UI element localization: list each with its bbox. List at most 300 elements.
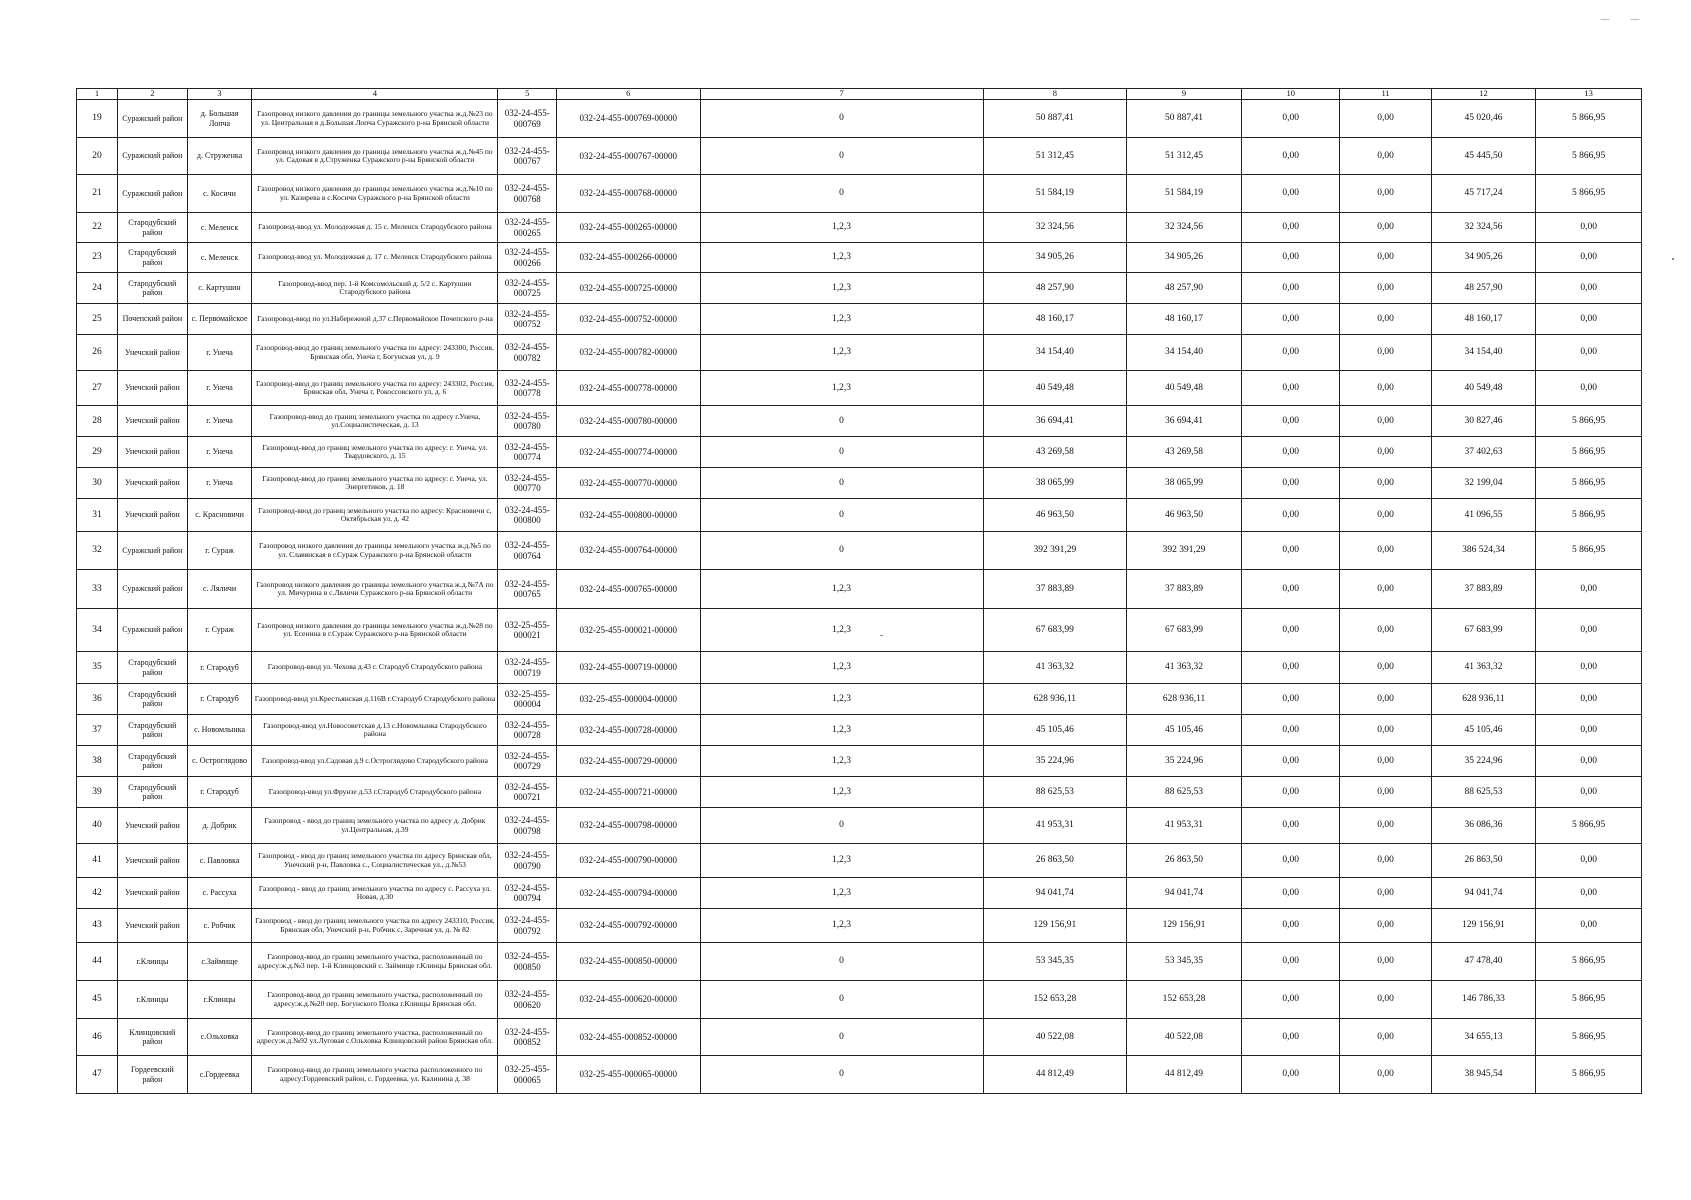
col-12-cell: 37 883,89 [1431, 570, 1536, 609]
col-11-cell: 0,00 [1340, 808, 1431, 844]
locality-cell: г. Стародуб [187, 684, 252, 715]
table-row [77, 437, 1642, 468]
table-row [77, 777, 1642, 808]
col-7-cell: 0 [700, 981, 983, 1019]
table-row [77, 1056, 1642, 1094]
col-10-cell: 0,00 [1241, 406, 1339, 437]
col-12-cell: 45 020,46 [1431, 100, 1536, 138]
col-9-cell: 48 257,90 [1127, 273, 1242, 304]
col-12-cell: 146 786,33 [1431, 981, 1536, 1019]
col-10-cell: 0,00 [1241, 943, 1339, 981]
col-9-cell: 67 683,99 [1127, 609, 1242, 652]
description-cell: Газопровод-ввод до границ земельного участка по адресу г.Унеча, ул.Социалистическая, д. 13 [252, 406, 498, 437]
row-number: 45 [77, 981, 118, 1019]
col-7-cell: 1,2,3 [700, 570, 983, 609]
col-11-cell: 0,00 [1340, 273, 1431, 304]
locality-cell: с. Павловка [187, 844, 252, 878]
object-full-code: 032-25-455-000004-00000 [556, 684, 700, 715]
table-row [77, 878, 1642, 909]
col-7-cell: 0 [700, 406, 983, 437]
col-7-cell: 0 [700, 499, 983, 532]
col-7-cell: 0 [700, 138, 983, 175]
col-8-cell: 51 584,19 [983, 175, 1127, 213]
col-12-cell: 37 402,63 [1431, 437, 1536, 468]
district-cell: г.Клинцы [118, 981, 188, 1019]
description-cell: Газопровод - ввод до границ земельного участка по адресу с. Рассуха ул. Новая, д.30 [252, 878, 498, 909]
object-full-code: 032-24-455-000782-00000 [556, 335, 700, 371]
col-11-cell: 0,00 [1340, 1019, 1431, 1056]
district-cell: Стародубский район [118, 273, 188, 304]
col-10-cell: 0,00 [1241, 100, 1339, 138]
locality-cell: с. Ляличи [187, 570, 252, 609]
col-12-cell: 36 086,36 [1431, 808, 1536, 844]
table-row [77, 1019, 1642, 1056]
description-cell: Газопровод низкого давления до границы земельного участка ж.д.№7А по ул. Мичурина в с.Ляличи Суражского р-на Брянской области [252, 570, 498, 609]
row-number: 23 [77, 243, 118, 273]
object-short-code: 032-24-455-000764 [498, 532, 556, 570]
col-7-cell: 1,2,3 [700, 213, 983, 243]
description-cell: Газопровод низкого давления до границы земельного участка ж.д.№5 по ул. Славянская в г.Сураж Суражского р-на Брянской области [252, 532, 498, 570]
object-short-code: 032-24-455-000790 [498, 844, 556, 878]
locality-cell: с. Робчик [187, 909, 252, 943]
col-8-cell: 53 345,35 [983, 943, 1127, 981]
col-13-cell: 5 866,95 [1536, 943, 1642, 981]
table-row [77, 684, 1642, 715]
description-cell: Газопровод - ввод до границ земельного участка по адресу 243310, Россия, Брянская обл, Унечский р-н, Робчик с, Заречная ул, д. № 82 [252, 909, 498, 943]
object-short-code: 032-24-455-000770 [498, 468, 556, 499]
description-cell: Газопровод-ввод ул. Молодежная д. 15 с. Меленск Стародубского района [252, 213, 498, 243]
col-10-cell: 0,00 [1241, 468, 1339, 499]
description-cell: Газопровод-ввод ул. Молодежная д. 17 с. Меленск Стародубского района [252, 243, 498, 273]
col-7-cell: 1,2,3 [700, 746, 983, 777]
col-8-cell: 35 224,96 [983, 746, 1127, 777]
col-11-cell: 0,00 [1340, 437, 1431, 468]
col-7-cell: 1,2,3 [700, 273, 983, 304]
col-8-cell: 129 156,91 [983, 909, 1127, 943]
row-number: 19 [77, 100, 118, 138]
row-number: 35 [77, 652, 118, 684]
col-13-cell: 0,00 [1536, 777, 1642, 808]
row-number: 21 [77, 175, 118, 213]
col-12-cell: 32 324,56 [1431, 213, 1536, 243]
row-number: 33 [77, 570, 118, 609]
column-header-11: 11 [1340, 89, 1431, 100]
description-cell: Газопровод-ввод ул.Садовая д.9 с.Остроглядово Стародубского района [252, 746, 498, 777]
column-header-13: 13 [1536, 89, 1642, 100]
description-cell: Газопровод-ввод до границ земельного участка по адресу: 243302, Россия, Брянская обл, Унеча г, Рокоссовского ул, д. 6 [252, 371, 498, 406]
col-8-cell: 50 887,41 [983, 100, 1127, 138]
col-7-cell: 0 [700, 175, 983, 213]
object-full-code: 032-24-455-000790-00000 [556, 844, 700, 878]
table-row [77, 570, 1642, 609]
col-11-cell: 0,00 [1340, 1056, 1431, 1094]
col-8-cell: 34 154,40 [983, 335, 1127, 371]
col-9-cell: 94 041,74 [1127, 878, 1242, 909]
table-row [77, 943, 1642, 981]
row-number: 24 [77, 273, 118, 304]
locality-cell: с. Красновичи [187, 499, 252, 532]
col-7-cell: 0 [700, 943, 983, 981]
row-number: 28 [77, 406, 118, 437]
col-13-cell: 5 866,95 [1536, 468, 1642, 499]
col-10-cell: 0,00 [1241, 1056, 1339, 1094]
col-13-cell: 0,00 [1536, 273, 1642, 304]
object-full-code: 032-24-455-000774-00000 [556, 437, 700, 468]
object-short-code: 032-24-455-000792 [498, 909, 556, 943]
row-number: 36 [77, 684, 118, 715]
object-full-code: 032-24-455-000765-00000 [556, 570, 700, 609]
locality-cell: с. Меленск [187, 243, 252, 273]
row-number: 41 [77, 844, 118, 878]
table-row [77, 175, 1642, 213]
col-8-cell: 48 160,17 [983, 304, 1127, 335]
col-13-cell: 0,00 [1536, 844, 1642, 878]
object-full-code: 032-24-455-000764-00000 [556, 532, 700, 570]
col-13-cell: 0,00 [1536, 304, 1642, 335]
district-cell: Гордеевский район [118, 1056, 188, 1094]
col-9-cell: 152 653,28 [1127, 981, 1242, 1019]
col-13-cell: 5 866,95 [1536, 406, 1642, 437]
object-full-code: 032-24-455-000850-00000 [556, 943, 700, 981]
col-9-cell: 628 936,11 [1127, 684, 1242, 715]
col-11-cell: 0,00 [1340, 532, 1431, 570]
object-short-code: 032-24-455-000266 [498, 243, 556, 273]
row-number: 27 [77, 371, 118, 406]
row-number: 22 [77, 213, 118, 243]
col-13-cell: 5 866,95 [1536, 1019, 1642, 1056]
object-short-code: 032-25-455-000021 [498, 609, 556, 652]
locality-cell: г. Унеча [187, 406, 252, 437]
col-8-cell: 152 653,28 [983, 981, 1127, 1019]
description-cell: Газопровод-ввод по ул.Набережной д.37 с.Первомайское Почепского р-на [252, 304, 498, 335]
document-sheet [76, 88, 1642, 1094]
description-cell: Газопровод-ввод до границ земельного участка, расположенный по адресу:ж.д.№20 пер. Богунского Полка г.Клинцы Брянская обл. [252, 981, 498, 1019]
locality-cell: с. Косичи [187, 175, 252, 213]
object-short-code: 032-24-455-000800 [498, 499, 556, 532]
col-13-cell: 5 866,95 [1536, 138, 1642, 175]
col-12-cell: 45 717,24 [1431, 175, 1536, 213]
locality-cell: г.Клинцы [187, 981, 252, 1019]
column-header-4: 4 [252, 89, 498, 100]
col-13-cell: 0,00 [1536, 684, 1642, 715]
col-7-cell: 0 [700, 808, 983, 844]
district-cell: Суражский район [118, 570, 188, 609]
description-cell: Газопровод-ввод до границ земельного участка расположенного по адресу:Гордеевский район, с. Гордеевка, ул. Калинина д. 38 [252, 1056, 498, 1094]
col-8-cell: 32 324,56 [983, 213, 1127, 243]
object-full-code: 032-24-455-000778-00000 [556, 371, 700, 406]
col-8-cell: 392 391,29 [983, 532, 1127, 570]
scan-mark: — [1630, 14, 1640, 25]
col-10-cell: 0,00 [1241, 715, 1339, 746]
col-11-cell: 0,00 [1340, 468, 1431, 499]
col-11-cell: 0,00 [1340, 213, 1431, 243]
table-row [77, 243, 1642, 273]
col-10-cell: 0,00 [1241, 371, 1339, 406]
district-cell: Клинцовский район [118, 1019, 188, 1056]
col-11-cell: 0,00 [1340, 715, 1431, 746]
column-header-12: 12 [1431, 89, 1536, 100]
col-10-cell: 0,00 [1241, 304, 1339, 335]
col-7-cell: 1,2,3 [700, 909, 983, 943]
col-7-cell: 0 [700, 468, 983, 499]
col-10-cell: 0,00 [1241, 981, 1339, 1019]
table-row [77, 499, 1642, 532]
col-7-cell: 1,2,3 [700, 878, 983, 909]
col-11-cell: 0,00 [1340, 175, 1431, 213]
col-12-cell: 45 445,50 [1431, 138, 1536, 175]
table-row [77, 213, 1642, 243]
district-cell: Унечский район [118, 468, 188, 499]
col-13-cell: 0,00 [1536, 243, 1642, 273]
district-cell: Унечский район [118, 844, 188, 878]
col-7-cell: 1,2,3 [700, 243, 983, 273]
object-full-code: 032-24-455-000719-00000 [556, 652, 700, 684]
column-header-7: 7 [700, 89, 983, 100]
object-full-code: 032-24-455-000798-00000 [556, 808, 700, 844]
col-13-cell: 5 866,95 [1536, 100, 1642, 138]
col-11-cell: 0,00 [1340, 844, 1431, 878]
col-12-cell: 88 625,53 [1431, 777, 1536, 808]
col-12-cell: 34 905,26 [1431, 243, 1536, 273]
district-cell: Суражский район [118, 532, 188, 570]
description-cell: Газопровод-ввод до границ земельного участка по адресу: г. Унеча, ул. Твардовского, д. 15 [252, 437, 498, 468]
col-11-cell: 0,00 [1340, 684, 1431, 715]
col-13-cell: 0,00 [1536, 371, 1642, 406]
table-row [77, 371, 1642, 406]
object-short-code: 032-24-455-000850 [498, 943, 556, 981]
col-8-cell: 41 953,31 [983, 808, 1127, 844]
column-header-5: 5 [498, 89, 556, 100]
table-row [77, 138, 1642, 175]
col-13-cell: 0,00 [1536, 609, 1642, 652]
col-13-cell: 0,00 [1536, 652, 1642, 684]
col-13-cell: 5 866,95 [1536, 437, 1642, 468]
col-13-cell: 5 866,95 [1536, 981, 1642, 1019]
row-number: 38 [77, 746, 118, 777]
object-full-code: 032-24-455-000800-00000 [556, 499, 700, 532]
col-11-cell: 0,00 [1340, 746, 1431, 777]
col-11-cell: 0,00 [1340, 406, 1431, 437]
col-7-cell: 1,2,3 [700, 609, 983, 652]
col-10-cell: 0,00 [1241, 213, 1339, 243]
locality-cell: д. Добрик [187, 808, 252, 844]
col-12-cell: 47 478,40 [1431, 943, 1536, 981]
col-8-cell: 36 694,41 [983, 406, 1127, 437]
scan-mark: — [1600, 14, 1610, 25]
col-13-cell: 0,00 [1536, 909, 1642, 943]
column-header-8: 8 [983, 89, 1127, 100]
district-cell: Унечский район [118, 499, 188, 532]
col-9-cell: 34 154,40 [1127, 335, 1242, 371]
col-11-cell: 0,00 [1340, 909, 1431, 943]
col-10-cell: 0,00 [1241, 335, 1339, 371]
col-11-cell: 0,00 [1340, 652, 1431, 684]
col-7-cell: 1,2,3 [700, 715, 983, 746]
col-10-cell: 0,00 [1241, 844, 1339, 878]
col-7-cell: 1,2,3 [700, 684, 983, 715]
object-full-code: 032-25-455-000065-00000 [556, 1056, 700, 1094]
col-11-cell: 0,00 [1340, 304, 1431, 335]
col-9-cell: 51 584,19 [1127, 175, 1242, 213]
table-row [77, 652, 1642, 684]
locality-cell: г. Стародуб [187, 652, 252, 684]
object-full-code: 032-24-455-000620-00000 [556, 981, 700, 1019]
object-full-code: 032-24-455-000728-00000 [556, 715, 700, 746]
description-cell: Газопровод-ввод ул.Новосоветская д.13 с.Новомлынка Стародубского района [252, 715, 498, 746]
object-full-code: 032-24-455-000770-00000 [556, 468, 700, 499]
description-cell: Газопровод-ввод до границ земельного участка по адресу: г. Унеча, ул. Энергетиков, д. 18 [252, 468, 498, 499]
locality-cell: г. Унеча [187, 371, 252, 406]
col-11-cell: 0,00 [1340, 138, 1431, 175]
object-full-code: 032-24-455-000266-00000 [556, 243, 700, 273]
district-cell: Унечский район [118, 808, 188, 844]
col-12-cell: 40 549,48 [1431, 371, 1536, 406]
row-number: 26 [77, 335, 118, 371]
col-10-cell: 0,00 [1241, 570, 1339, 609]
col-10-cell: 0,00 [1241, 437, 1339, 468]
col-9-cell: 40 549,48 [1127, 371, 1242, 406]
object-short-code: 032-24-455-000265 [498, 213, 556, 243]
object-short-code: 032-24-455-000719 [498, 652, 556, 684]
col-7-cell: 0 [700, 437, 983, 468]
description-cell: Газопровод-ввод ул.Фрунзе д.53 г.Стародуб Стародубского района [252, 777, 498, 808]
col-7-cell: 1,2,3 [700, 777, 983, 808]
col-11-cell: 0,00 [1340, 570, 1431, 609]
object-short-code: 032-24-455-000620 [498, 981, 556, 1019]
col-12-cell: 628 936,11 [1431, 684, 1536, 715]
object-full-code: 032-24-455-000780-00000 [556, 406, 700, 437]
col-8-cell: 26 863,50 [983, 844, 1127, 878]
row-number: 37 [77, 715, 118, 746]
table-row [77, 335, 1642, 371]
col-13-cell: 0,00 [1536, 213, 1642, 243]
col-9-cell: 44 812,49 [1127, 1056, 1242, 1094]
col-12-cell: 35 224,96 [1431, 746, 1536, 777]
col-13-cell: 0,00 [1536, 878, 1642, 909]
header-row [77, 89, 1642, 100]
district-cell: Стародубский район [118, 777, 188, 808]
locality-cell: с. Остроглядово [187, 746, 252, 777]
col-7-cell: 1,2,3 [700, 844, 983, 878]
district-cell: Стародубский район [118, 715, 188, 746]
object-full-code: 032-24-455-000794-00000 [556, 878, 700, 909]
locality-cell: г. Сураж [187, 532, 252, 570]
col-10-cell: 0,00 [1241, 746, 1339, 777]
district-cell: г.Клинцы [118, 943, 188, 981]
district-cell: Суражский район [118, 609, 188, 652]
col-10-cell: 0,00 [1241, 532, 1339, 570]
col-9-cell: 51 312,45 [1127, 138, 1242, 175]
locality-cell: с. Новомлынка [187, 715, 252, 746]
col-8-cell: 88 625,53 [983, 777, 1127, 808]
col-10-cell: 0,00 [1241, 609, 1339, 652]
col-12-cell: 45 105,46 [1431, 715, 1536, 746]
locality-cell: г. Унеча [187, 468, 252, 499]
col-8-cell: 40 549,48 [983, 371, 1127, 406]
object-short-code: 032-24-455-000768 [498, 175, 556, 213]
row-number: 30 [77, 468, 118, 499]
col-11-cell: 0,00 [1340, 243, 1431, 273]
object-short-code: 032-24-455-000721 [498, 777, 556, 808]
locality-cell: д. Большая Лопча [187, 100, 252, 138]
col-7-cell: 1,2,3 [700, 304, 983, 335]
row-number: 34 [77, 609, 118, 652]
locality-cell: с. Первомайское [187, 304, 252, 335]
district-cell: Унечский район [118, 406, 188, 437]
col-8-cell: 46 963,50 [983, 499, 1127, 532]
row-number: 46 [77, 1019, 118, 1056]
col-12-cell: 41 363,32 [1431, 652, 1536, 684]
col-8-cell: 44 812,49 [983, 1056, 1127, 1094]
col-13-cell: 0,00 [1536, 746, 1642, 777]
locality-cell: с. Картушин [187, 273, 252, 304]
row-number: 40 [77, 808, 118, 844]
col-11-cell: 0,00 [1340, 100, 1431, 138]
district-cell: Стародубский район [118, 684, 188, 715]
col-10-cell: 0,00 [1241, 684, 1339, 715]
table-row [77, 609, 1642, 652]
object-full-code: 032-24-455-000792-00000 [556, 909, 700, 943]
district-cell: Стародубский район [118, 243, 188, 273]
col-9-cell: 45 105,46 [1127, 715, 1242, 746]
col-13-cell: 5 866,95 [1536, 1056, 1642, 1094]
col-11-cell: 0,00 [1340, 609, 1431, 652]
col-7-cell: 0 [700, 100, 983, 138]
col-11-cell: 0,00 [1340, 943, 1431, 981]
col-12-cell: 67 683,99 [1431, 609, 1536, 652]
district-cell: Суражский район [118, 138, 188, 175]
row-number: 43 [77, 909, 118, 943]
col-8-cell: 40 522,08 [983, 1019, 1127, 1056]
table-row [77, 909, 1642, 943]
col-12-cell: 94 041,74 [1431, 878, 1536, 909]
row-number: 44 [77, 943, 118, 981]
object-full-code: 032-24-455-000768-00000 [556, 175, 700, 213]
col-9-cell: 41 363,32 [1127, 652, 1242, 684]
column-header-10: 10 [1241, 89, 1339, 100]
col-9-cell: 129 156,91 [1127, 909, 1242, 943]
col-10-cell: 0,00 [1241, 878, 1339, 909]
locality-cell: г. Унеча [187, 437, 252, 468]
table-row [77, 304, 1642, 335]
row-number: 32 [77, 532, 118, 570]
col-9-cell: 48 160,17 [1127, 304, 1242, 335]
table-row [77, 468, 1642, 499]
object-short-code: 032-24-455-000782 [498, 335, 556, 371]
table-row [77, 273, 1642, 304]
table-row [77, 844, 1642, 878]
object-short-code: 032-24-455-000778 [498, 371, 556, 406]
district-cell: Унечский район [118, 878, 188, 909]
table-row [77, 746, 1642, 777]
col-9-cell: 35 224,96 [1127, 746, 1242, 777]
locality-cell: г. Стародуб [187, 777, 252, 808]
object-short-code: 032-24-455-000852 [498, 1019, 556, 1056]
column-header-3: 3 [187, 89, 252, 100]
object-short-code: 032-24-455-000767 [498, 138, 556, 175]
col-9-cell: 53 345,35 [1127, 943, 1242, 981]
col-8-cell: 45 105,46 [983, 715, 1127, 746]
col-10-cell: 0,00 [1241, 1019, 1339, 1056]
description-cell: Газопровод-ввод ул.Крестьянская д.116В г.Стародуб Стародубского района [252, 684, 498, 715]
col-7-cell: 1,2,3 [700, 335, 983, 371]
col-9-cell: 50 887,41 [1127, 100, 1242, 138]
district-cell: Стародубский район [118, 746, 188, 777]
row-number: 47 [77, 1056, 118, 1094]
col-9-cell: 41 953,31 [1127, 808, 1242, 844]
locality-cell: с.Гордеевка [187, 1056, 252, 1094]
col-11-cell: 0,00 [1340, 878, 1431, 909]
